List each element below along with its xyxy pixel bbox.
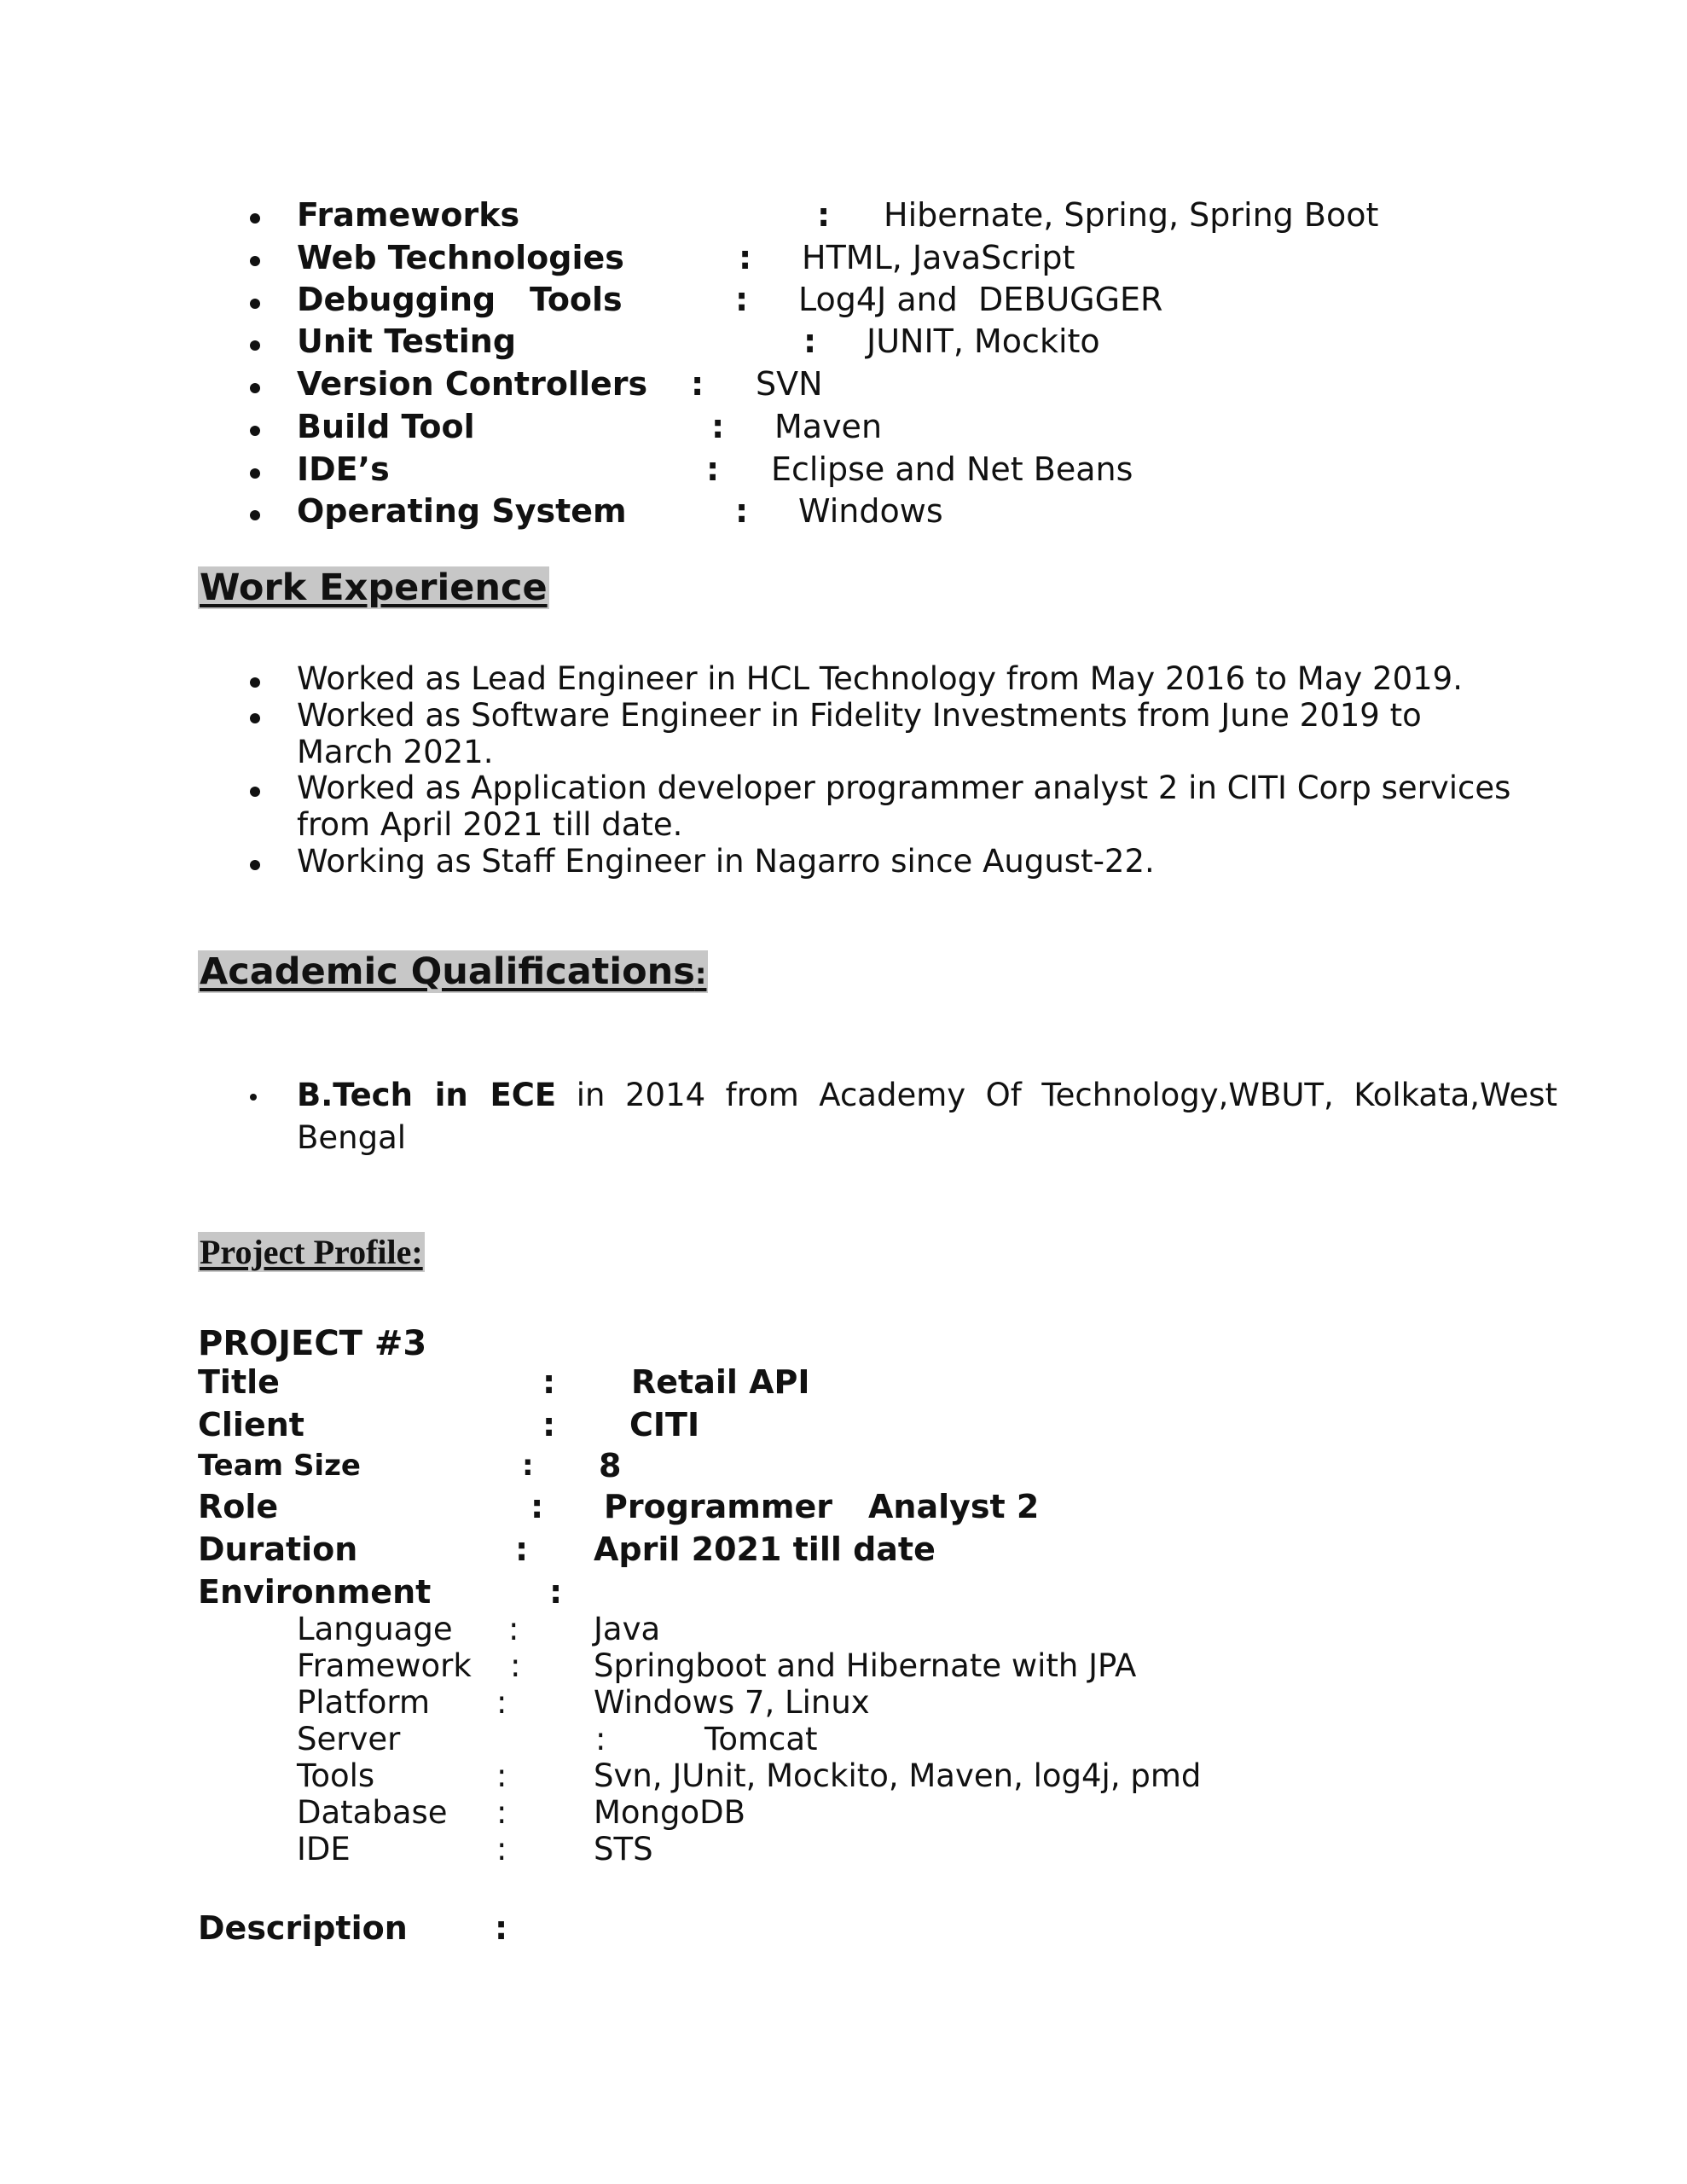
bullet-icon [250,340,260,351]
skill-label: Web Technologies [297,239,624,276]
environment-colon: : [549,1573,563,1611]
env-colon: : [595,1721,606,1757]
bullet-icon [250,256,260,266]
env-colon: : [496,1794,507,1831]
skill-value: HTML, JavaScript [802,239,1075,276]
env-colon: : [496,1757,507,1794]
env-label-language: Language [297,1611,453,1647]
skill-colon: : [739,239,752,276]
env-colon: : [510,1647,521,1684]
description-colon: : [495,1909,508,1947]
env-value-database: MongoDB [594,1794,746,1831]
work-item: Worked as Software Engineer in Fidelity Investments from June 2019 to [297,697,1422,734]
skill-label: Frameworks [297,196,520,234]
skill-colon: : [706,450,720,488]
bullet-icon [250,677,260,688]
env-label-server: Server [297,1721,401,1757]
team-size-value: 8 [599,1447,622,1484]
academic-item [297,1077,1557,1113]
role-colon: : [530,1488,544,1525]
work-item-continuation: March 2021. [297,734,494,770]
title-value: Retail API [631,1363,810,1401]
env-value-ide: STS [594,1831,653,1867]
duration-value: April 2021 till date [594,1531,936,1568]
skill-label: Build Tool [297,408,475,445]
env-value-language: Java [594,1611,661,1647]
skill-label: Debugging Tools [297,281,623,318]
role-label: Role [198,1488,279,1525]
work-item: Worked as Lead Engineer in HCL Technology from May 2016 to May 2019. [297,660,1463,697]
work-item: Worked as Application developer programmer analyst 2 in CITI Corp services [297,770,1511,806]
env-colon: : [496,1831,507,1867]
client-value: CITI [629,1406,700,1443]
skill-colon: : [817,196,831,234]
bullet-icon [250,383,260,393]
duration-label: Duration [198,1531,358,1568]
work-experience-heading: Work Experience [200,566,548,609]
skill-colon: : [735,492,749,530]
env-value-platform: Windows 7, Linux [594,1684,870,1721]
env-colon: : [496,1684,507,1721]
academic-detail: in 2014 from Academy Of Technology,WBUT, Kolkata,West [576,1077,1558,1113]
env-value-tools: Svn, JUnit, Mockito, Maven, log4j, pmd [594,1757,1202,1794]
bullet-icon [250,299,260,309]
skill-label: Unit Testing [297,322,517,360]
bullet-icon [250,1094,257,1101]
skill-value: SVN [756,365,823,403]
skill-value: Eclipse and Net Beans [771,450,1133,488]
title-colon: : [542,1363,556,1401]
skill-colon: : [735,281,749,318]
academic-heading-colon: : [694,957,707,991]
client-colon: : [542,1406,556,1443]
env-colon: : [508,1611,519,1647]
role-value-1: Programmer [604,1488,832,1525]
bullet-icon [250,426,260,436]
bullet-icon [250,213,260,224]
work-item: Working as Staff Engineer in Nagarro since August-22. [297,843,1155,880]
env-label-database: Database [297,1794,448,1831]
academic-qualifications-heading [198,950,708,993]
team-size-label: Team Size [198,1449,361,1483]
duration-colon: : [515,1531,529,1568]
work-item-continuation: from April 2021 till date. [297,806,683,843]
degree-text: B.Tech in ECE [297,1077,557,1113]
description-label: Description [198,1909,408,1947]
bullet-icon [250,713,260,723]
skill-value: Windows [798,492,943,530]
bullet-icon [250,510,260,520]
skill-value: JUNIT, Mockito [867,322,1100,360]
bullet-icon [250,468,260,479]
env-label-tools: Tools [297,1757,375,1794]
team-size-colon: : [522,1449,534,1483]
bullet-icon [250,787,260,797]
project-profile-heading: Project Profile: [200,1233,423,1271]
env-label-framework: Framework [297,1647,472,1684]
environment-label: Environment [198,1573,432,1611]
skill-colon: : [803,322,817,360]
role-value-2: Analyst 2 [868,1488,1040,1525]
env-label-ide: IDE [297,1831,351,1867]
skill-value: Maven [774,408,883,445]
env-label-platform: Platform [297,1684,431,1721]
title-label: Title [198,1363,280,1401]
bullet-icon [250,860,260,870]
skill-label: Version Controllers [297,365,648,403]
env-value-framework: Springboot and Hibernate with JPA [594,1647,1137,1684]
skill-colon: : [711,408,725,445]
academic-heading-text: Academic Qualifications [200,950,695,993]
env-value-server: Tomcat [704,1721,818,1757]
project-number: PROJECT #3 [198,1324,427,1363]
skill-label: IDE’s [297,450,390,488]
skill-colon: : [691,365,704,403]
skill-value: Hibernate, Spring, Spring Boot [884,196,1379,234]
academic-item-continuation: Bengal [297,1119,407,1156]
skill-value: Log4J and DEBUGGER [798,281,1163,318]
skill-label: Operating System [297,492,627,530]
client-label: Client [198,1406,304,1443]
